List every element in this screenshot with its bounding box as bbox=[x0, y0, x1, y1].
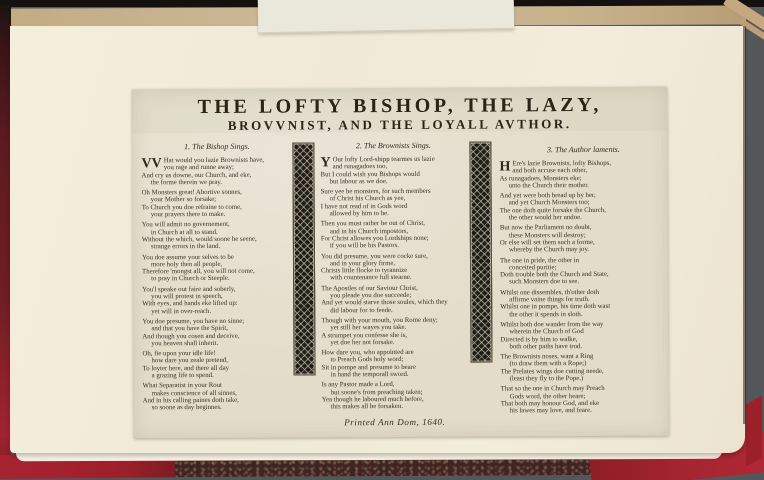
poem-line: and both accuse each other, bbox=[512, 167, 588, 175]
woodcut-border-strip-right bbox=[469, 142, 492, 363]
column-body bbox=[499, 160, 668, 415]
poem-line: Whilst one dissembles, th'other doth bbox=[500, 288, 600, 297]
poem-line: but soone's from preaching taken; bbox=[330, 388, 423, 396]
poem-line: this makes all be forsaken. bbox=[330, 403, 404, 411]
drop-cap: Y bbox=[320, 155, 331, 171]
poem-line: Then you must rather be out of Christ, bbox=[320, 220, 426, 228]
bookmark-tab bbox=[258, 0, 515, 33]
poem-line: to pray in Church or Steeple. bbox=[151, 275, 230, 283]
poem-line: Sure yee be monsters, for such members bbox=[320, 188, 431, 196]
stanza bbox=[500, 288, 668, 318]
drop-cap: VV bbox=[141, 156, 162, 172]
stanza bbox=[142, 350, 293, 380]
poem-columns bbox=[132, 131, 669, 428]
poem-line: Is any Pastor made a Lord, bbox=[321, 381, 395, 389]
poem-line: I have not read of in Gods word bbox=[320, 202, 408, 211]
poem-line: And though you cosen and deceive, bbox=[142, 332, 240, 340]
poem-line: your Mother so forsake; bbox=[150, 196, 217, 204]
poem-line: As runagadoes, Monsters eke; bbox=[499, 174, 582, 183]
poem-line: yet still her wayes you take. bbox=[330, 324, 407, 332]
poem-line: both other paths have trod. bbox=[509, 342, 583, 351]
column-heading: 3. The Author laments. bbox=[546, 144, 620, 155]
column-heading: 1. The Bishop Sings. bbox=[184, 141, 250, 152]
stanza bbox=[321, 220, 467, 250]
poem-line: To Church you doe refraine to come, bbox=[141, 203, 242, 212]
poem-line: and yet Church Monsters too; bbox=[508, 199, 590, 207]
poem-line: a grazing life to spend. bbox=[151, 371, 214, 380]
poem-line: affirme vaine things for truth. bbox=[509, 296, 590, 304]
poem-line: the forme therein we pray. bbox=[150, 178, 223, 187]
stanza bbox=[142, 317, 293, 347]
stanza bbox=[500, 353, 668, 383]
poem-line: Or else will set them such a forme, bbox=[499, 238, 595, 247]
poem-line: You did presume, you were cocke sure, bbox=[320, 252, 428, 260]
poem-line: allowed by him to be. bbox=[329, 210, 389, 218]
poem-line: You doe assume your selves to be bbox=[141, 253, 234, 261]
poem-line: Without the which, would soone be seene, bbox=[141, 235, 257, 244]
poem-line: The Apostles of our Saviour Christ, bbox=[321, 284, 418, 293]
poem-column-bishop bbox=[141, 142, 293, 415]
poem-line: did labour for to feede. bbox=[330, 306, 393, 315]
poem-line: the other it spends in sloth. bbox=[509, 310, 583, 319]
poem-line: With eyes, and hands eke lifted up: bbox=[142, 300, 238, 308]
poem-line: yet will in over-reach. bbox=[151, 307, 212, 315]
poem-line: Oh Monsters great! Abortive sonnes, bbox=[141, 189, 242, 197]
poem-line: Whilst both doe wander from the way bbox=[500, 320, 604, 329]
poem-line: with countenance full stearne. bbox=[330, 274, 412, 282]
poem-line: wherein the Church of God bbox=[509, 328, 584, 336]
poem-line: The one in pride, the other in bbox=[499, 256, 580, 265]
poem-line: in hand the temporall sword. bbox=[330, 370, 409, 379]
poem-line: Yea though he laboured much before, bbox=[321, 395, 424, 404]
column-body bbox=[141, 157, 293, 412]
poem-line: and in his Church impostors, bbox=[329, 227, 409, 236]
poem-line: That so the one in Church may Preach bbox=[500, 385, 605, 393]
poem-line: to Preach Gods holy word; bbox=[330, 356, 404, 364]
poem-line: you pleade you doe succeede; bbox=[330, 291, 412, 300]
woodcut-border-strip-left bbox=[292, 142, 315, 375]
column-body bbox=[320, 156, 467, 411]
poem-line: And cry us downe, our Church, and eke, bbox=[141, 171, 252, 179]
poem-line: makes conscience of all sinnes, bbox=[151, 389, 237, 397]
poem-line: But I could wish you Bishops would bbox=[320, 170, 420, 179]
poem-line: For Christ allowes you Lordships none; bbox=[320, 234, 429, 243]
poem-line: how dare you zeale pretend, bbox=[151, 357, 228, 365]
poem-line: You will admit no governement, bbox=[141, 221, 230, 229]
poem-line: And yet would starve those soules, which they bbox=[321, 299, 448, 307]
stanza bbox=[143, 382, 294, 412]
poem-line: You'l speake out faire and soberly, bbox=[142, 285, 236, 294]
stanza bbox=[142, 189, 293, 219]
stanza bbox=[501, 385, 669, 415]
poem-line: in Church at all to stand. bbox=[150, 228, 218, 236]
poem-line: The Prelates wings doe cutting neede, bbox=[500, 367, 604, 376]
poem-line: you will protest in speech, bbox=[151, 292, 223, 301]
poem-line: How dare you, who appointed are bbox=[321, 349, 414, 357]
poem-line: Doth trouble both the Church and State, bbox=[500, 271, 609, 279]
poem-line: Ere's lazie Brownists, lofty Bishops, bbox=[512, 159, 612, 168]
book-cover-right-corner bbox=[746, 396, 762, 467]
drop-cap: H bbox=[499, 159, 511, 175]
poem-line: the other would her undoe. bbox=[508, 214, 582, 222]
poem-line: A strumpet you confesse she is, bbox=[321, 331, 408, 339]
poem-line: whereby the Church may joy. bbox=[508, 246, 590, 254]
poem-line: (least they fly to the Pope.) bbox=[509, 375, 584, 383]
poem-line: Therefore 'mongst all, you will not come, bbox=[142, 267, 255, 276]
stanza bbox=[500, 224, 668, 254]
poem-line: That both may honour God, and eke bbox=[500, 399, 600, 408]
stanza bbox=[321, 317, 467, 347]
imprint-line: Printed Ann Dom, 1640. bbox=[344, 416, 446, 427]
poem-line: but labour as we doe. bbox=[329, 177, 388, 186]
poem-column-brownist bbox=[314, 141, 470, 427]
title-line-2: BROVVNIST, AND THE LOYALL AVTHOR. bbox=[227, 116, 572, 133]
broadside-sheet bbox=[132, 87, 669, 439]
column-heading: 2. The Brownists Sings. bbox=[355, 140, 431, 151]
stanza bbox=[321, 349, 467, 379]
page-right-edge bbox=[743, 26, 746, 424]
stanza bbox=[142, 253, 293, 283]
poem-line: such Monsters doe to see. bbox=[509, 278, 580, 286]
poem-line: Sit in pompe and presume to beare bbox=[321, 363, 416, 372]
broadside-title bbox=[132, 87, 667, 134]
poem-line: strange errors in the land. bbox=[150, 243, 221, 251]
stanza bbox=[321, 284, 467, 314]
stanza bbox=[500, 256, 668, 286]
poem-line: these Monsters will destroy; bbox=[508, 231, 586, 240]
poem-line: if you will be his Pastors. bbox=[329, 242, 400, 250]
stanza bbox=[142, 285, 293, 315]
poem-line: Whilst one in pompe, his time doth wast bbox=[500, 303, 611, 311]
poem-line: more holy then all people, bbox=[150, 260, 223, 269]
poem-line: your prayers there to make. bbox=[150, 210, 226, 219]
stanza bbox=[321, 188, 467, 218]
stanza bbox=[500, 192, 668, 222]
title-line-1: THE LOFTY BISHOP, THE LAZY, bbox=[197, 93, 602, 119]
poem-line: Our lofty Lord-shipp tearmes us lazie bbox=[332, 155, 435, 164]
poem-line: Gods word, the other heare; bbox=[509, 392, 586, 401]
poem-line: Oh, fie upon your idle life! bbox=[142, 350, 216, 358]
stanza bbox=[321, 252, 467, 282]
stanza bbox=[141, 157, 292, 187]
poem-line: so soone as day beginnes. bbox=[151, 404, 222, 412]
poem-line: his lawes may love, and feare. bbox=[509, 407, 592, 415]
poem-line: and that you have the Spirit, bbox=[151, 325, 229, 333]
poem-line: (to draw them with a Rope;) bbox=[509, 360, 587, 368]
poem-line: And yet were both bread up by her, bbox=[499, 192, 596, 200]
poem-line: and in your glory firme, bbox=[329, 259, 396, 268]
poem-column-author bbox=[491, 140, 668, 418]
poem-line: Though with your mouth, you Rome deny; bbox=[321, 316, 438, 325]
poem-line: Directed is by him to walke, bbox=[500, 335, 578, 344]
stanza bbox=[499, 160, 667, 190]
poem-line: But now the Parliament no doubt, bbox=[499, 224, 592, 232]
poem-line: The one doth quite forsake the Church, bbox=[499, 206, 607, 215]
poem-line: of Christ his Church as yee, bbox=[329, 195, 406, 203]
poem-line: conceited puritie; bbox=[509, 264, 557, 272]
stanza bbox=[500, 321, 668, 351]
poem-line: you rage and runne away; bbox=[163, 164, 234, 172]
poem-line: Christs little flocke to tyrannize bbox=[321, 267, 408, 275]
poem-line: yet doe her not forsake. bbox=[330, 338, 395, 347]
poem-line: you heaven shall inherit. bbox=[151, 339, 219, 348]
poem-line: You doe presume, you have no sinne; bbox=[142, 317, 245, 326]
stanza bbox=[142, 221, 293, 251]
poem-line: and runagadoes too, bbox=[332, 163, 388, 171]
poem-line: Hat would you lazie Brownists have, bbox=[163, 156, 265, 165]
poem-line: To loyter here, and there all day bbox=[142, 364, 230, 373]
poem-line: The Brownists noses, want a Ring bbox=[500, 353, 594, 361]
stanza bbox=[322, 381, 468, 411]
stanza bbox=[320, 156, 466, 186]
poem-line: What Separatist in your Rout bbox=[142, 382, 222, 390]
poem-line: unto the Church their mother. bbox=[508, 181, 589, 190]
poem-line: And in his calling paines doth take, bbox=[142, 396, 239, 405]
